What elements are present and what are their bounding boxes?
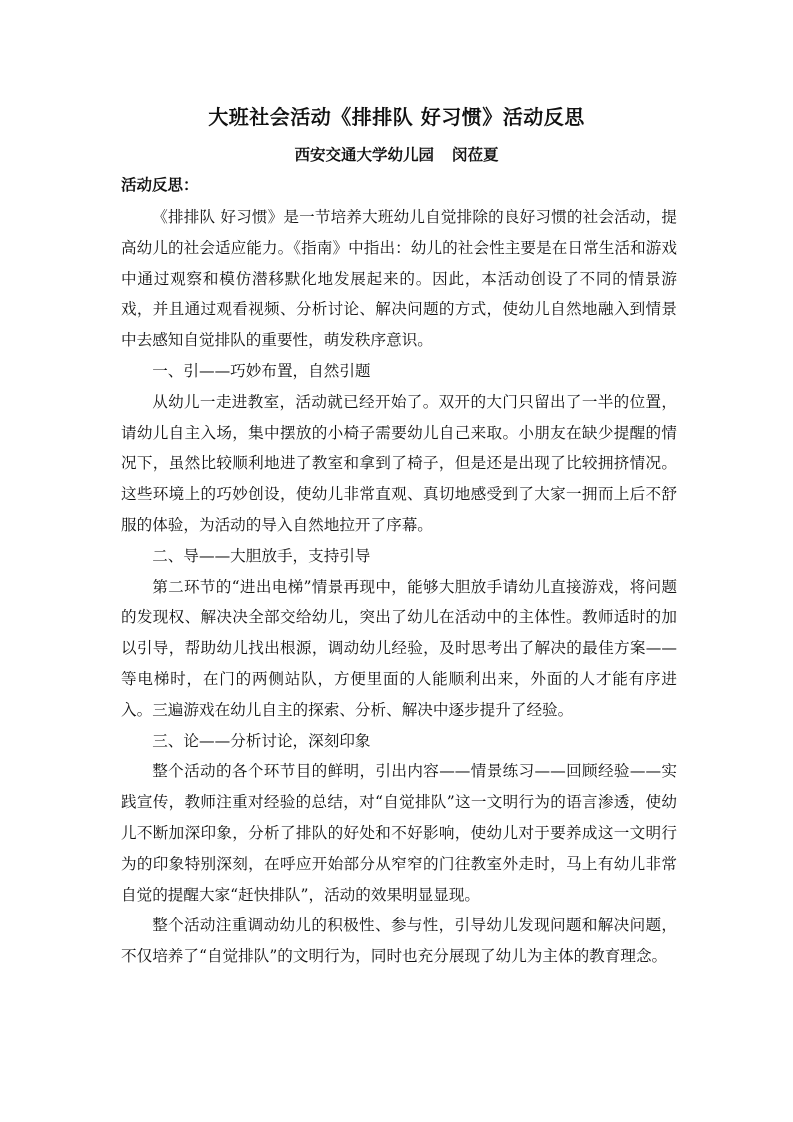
paragraph-intro: 《排排队 好习惯》是一节培养大班幼儿自觉排除的良好习惯的社会活动，提高幼儿的社会适应能力。《指南》中指出：幼儿的社会性主要是在日常生活和游戏中通过观察和模仿潜移默化地发展起来的。因此，本活动创设了不同的情景游戏，并且通过观看视频、分析讨论、解决问题的方式，使幼儿自然地融入到情景中去感知自觉排队的重要性，萌发秩序意识。 <box>121 208 677 350</box>
author-line <box>0 143 793 167</box>
paragraph-conclusion: 整个活动注重调动幼儿的积极性、参与性，引导幼儿发现问题和解决问题，不仅培养了“自觉排队”的文明行为，同时也充分展现了幼儿为主体的教育理念。 <box>121 916 677 966</box>
heading-part-one: 一、引——巧妙布置，自然引题 <box>152 361 371 380</box>
heading-part-two: 二、导——大胆放手，支持引导 <box>152 546 371 565</box>
author-organization: 西安交通大学幼儿园 <box>294 146 434 164</box>
paragraph-part-three: 整个活动的各个环节目的鲜明，引出内容——情景练习——回顾经验——实践宣传，教师注重对经验的总结，对“自觉排队”这一文明行为的语言渗透，使幼儿不断加深印象，分析了排队的好处和不好影响，使幼儿对于要养成这一文明行为的印象特别深刻，在呼应开始部分从窄窄的门往教室外走时，马上有幼儿非常自觉的提醒大家“赶快排队”，活动的效果明显显现。 <box>121 762 677 904</box>
author-name: 闵莅夏 <box>452 146 499 164</box>
heading-part-three: 三、论——分析讨论，深刻印象 <box>152 731 371 750</box>
paragraph-part-one: 从幼儿一走进教室，活动就已经开始了。双开的大门只留出了一半的位置，请幼儿自主入场，集中摆放的小椅子需要幼儿自己来取。小朋友在缺少提醒的情况下，虽然比较顺利地进了教室和拿到了椅子，但是还是出现了比较拥挤情况。这些环境上的巧妙创设，使幼儿非常直观、真切地感受到了大家一拥而上后不舒服的体验，为活动的导入自然地拉开了序幕。 <box>121 392 677 534</box>
document-title: 大班社会活动《排排队 好习惯》活动反思 <box>208 105 585 129</box>
document-body <box>121 202 677 972</box>
section-label: 活动反思： <box>121 176 199 194</box>
paragraph-part-two: 第二环节的“进出电梯”情景再现中，能够大胆放手请幼儿直接游戏，将问题的发现权、解决决全部交给幼儿，突出了幼儿在活动中的主体性。教师适时的加以引导，帮助幼儿找出根源，调动幼儿经验，及时思考出了解决的最佳方案——等电梯时，在门的两侧站队，方便里面的人能顺利出来，外面的人才能有序进入。三遍游戏在幼儿自主的探索、分析、解决中逐步提升了经验。 <box>121 577 677 719</box>
